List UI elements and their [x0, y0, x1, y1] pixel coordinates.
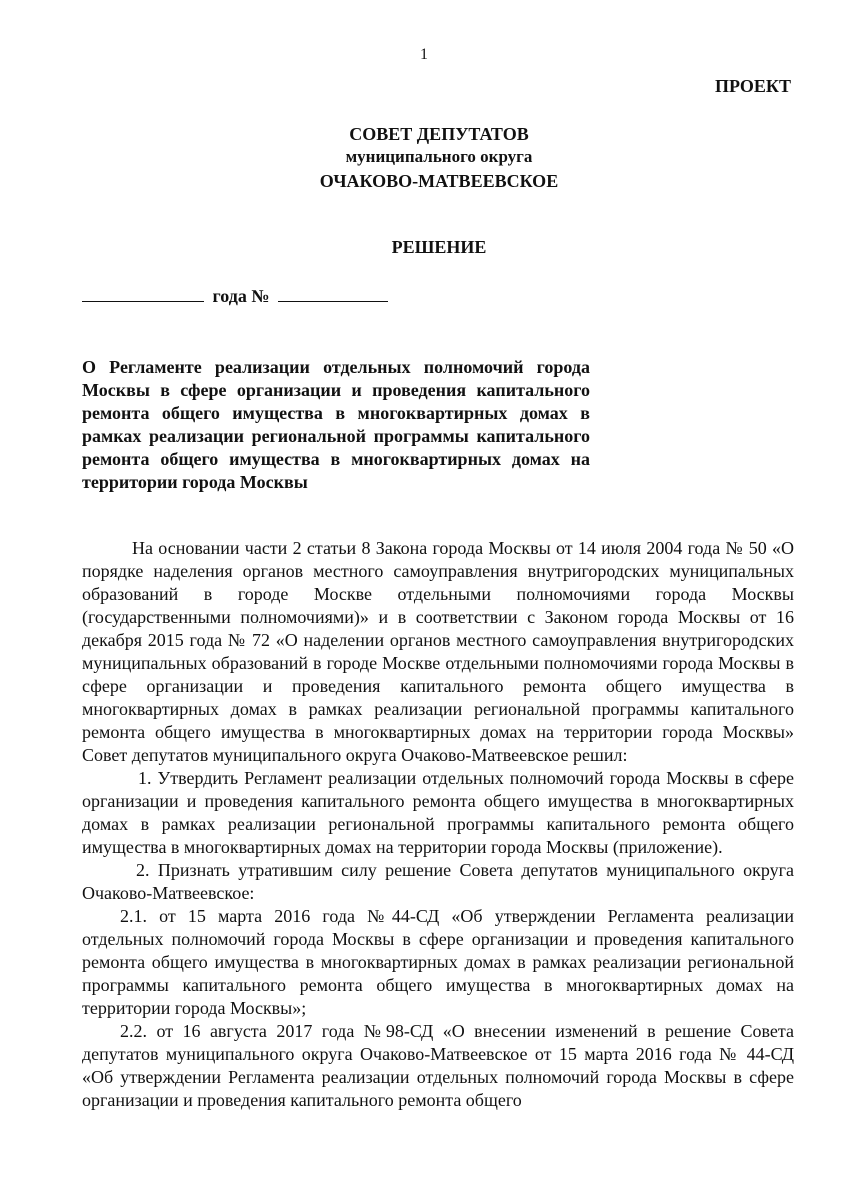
page-number: 1 [420, 46, 428, 63]
decision-subject: О Регламенте реализации отдельных полномочий города Москвы в сфере организации и проведения капитального ремонта общего имущества в многоквартирных домах в рамках реализации региональной программы капитального ремонта общего имущества в многоквартирных домах на территории города Москвы [82, 357, 590, 492]
council-header [0, 122, 848, 194]
year-number-label: года № [212, 286, 270, 306]
body-item-1: 1. Утвердить Регламент реализации отдельных полномочий города Москвы в сфере организации и проведения капитального ремонта общего имущества в многоквартирных домах в рамках реализации региональной программы капитального ремонта общего имущества в многоквартирных домах на территории города Москвы (приложение). [82, 768, 794, 857]
body-item-2-2: 2.2. от 16 августа 2017 года №98-СД «О внесении изменений в решение Совета депутатов муниципального округа Очаково-Матвеевское от 15 марта 2016 года № 44-СД «Об утверждении Регламента реализации отдельных полномочий города Москвы в сфере организации и проведения капитального ремонта общего [82, 1021, 794, 1110]
date-number-line [82, 286, 388, 307]
district-name: ОЧАКОВО-МАТВЕЕВСКОЕ [319, 171, 559, 191]
decision-body [82, 537, 794, 1112]
body-intro-paragraph: На основании части 2 статьи 8 Закона города Москвы от 14 июля 2004 года № 50 «О порядке наделения органов местного самоуправления внутригородских муниципальных образований в городе Москве отдельными полномочиями города Москвы (государственными полномочиями)» и в соответствии с Законом города Москвы от 16 декабря 2015 года № 72 «О наделении органов местного самоуправления внутригородских муниципальных образований в городе Москве отдельными полномочиями города Москвы в сфере организации и проведения капитального ремонта общего имущества в многоквартирных домах в рамках реализации региональной программы капитального ремонта общего имущества в многоквартирных домах на территории города Москвы» Совет депутатов муниципального округа Очаково-Матвеевское решил: [82, 538, 794, 765]
decision-title: РЕШЕНИЕ [391, 237, 487, 257]
date-blank [82, 287, 204, 302]
number-blank [278, 287, 388, 302]
body-item-2-1: 2.1. от 15 марта 2016 года №44-СД «Об утверждении Регламента реализации отдельных полномочий города Москвы в сфере организации и проведения капитального ремонта общего имущества в многоквартирных домах в рамках реализации региональной программы капитального ремонта общего имущества в многоквартирных домах на территории города Москвы»; [82, 906, 794, 1018]
draft-label: ПРОЕКТ [715, 76, 791, 96]
district-label: муниципального округа [345, 147, 533, 166]
council-title: СОВЕТ ДЕПУТАТОВ [349, 124, 529, 144]
body-item-2: 2. Признать утратившим силу решение Совета депутатов муниципального округа Очаково-Матвеевское: [82, 860, 794, 903]
